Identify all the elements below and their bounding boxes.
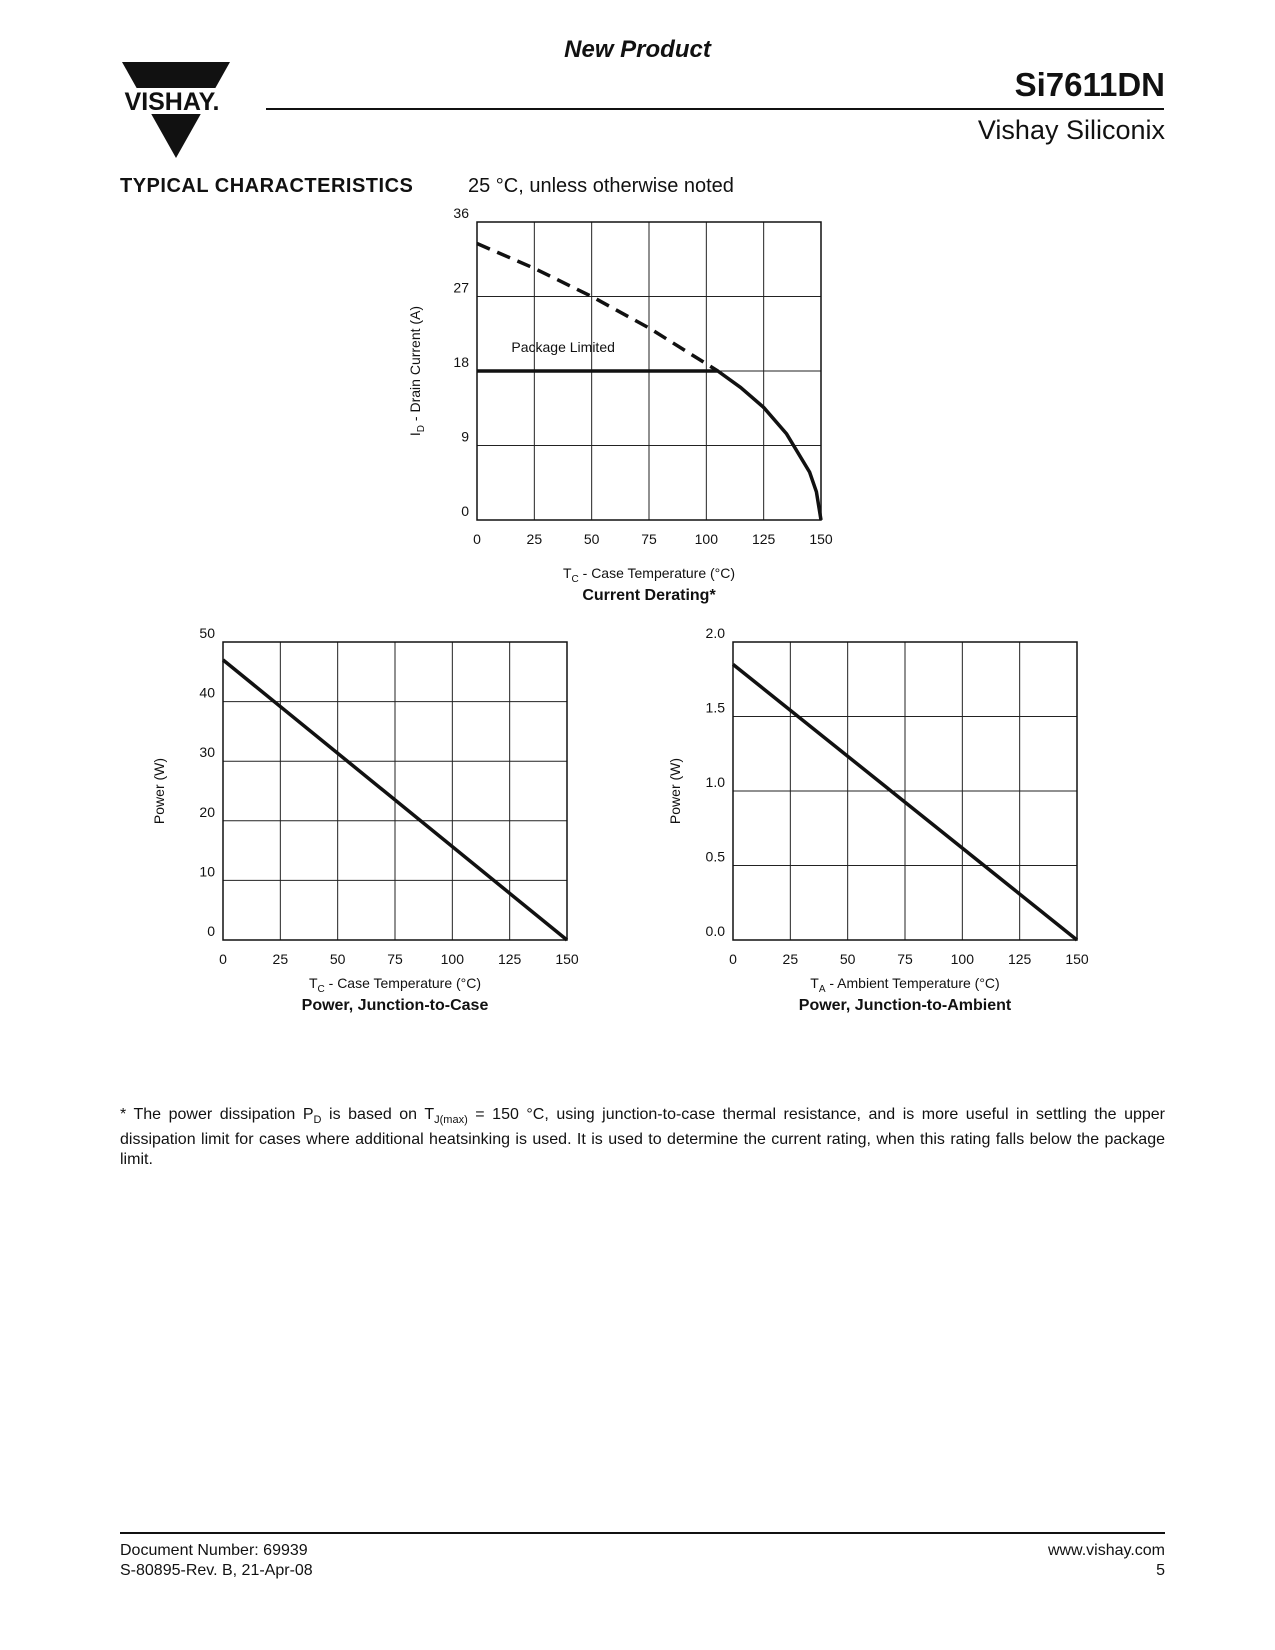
chart-title: Current Derating* xyxy=(582,587,716,604)
x-axis-label-sub: C xyxy=(317,984,325,995)
x-tick-label: 150 xyxy=(555,951,579,967)
x-tick-label: 75 xyxy=(897,951,913,967)
x-tick-label: 125 xyxy=(751,531,776,547)
x-tick-label: 100 xyxy=(950,951,975,967)
new-product-banner: New Product xyxy=(564,36,711,63)
x-axis-label-rest: - Case Temperature (°C) xyxy=(324,975,482,991)
x-tick-label: 50 xyxy=(329,951,346,967)
section-note: 25 °C, unless otherwise noted xyxy=(468,175,734,197)
x-tick-label: 50 xyxy=(583,531,600,547)
y-axis-label-sub: D xyxy=(416,424,427,433)
y-tick-label: 2.0 xyxy=(705,625,725,641)
y-tick-label: 36 xyxy=(453,205,469,221)
x-tick-label: 25 xyxy=(526,531,543,547)
y-tick-label: 50 xyxy=(199,625,215,641)
power-junction-to-case-chart xyxy=(128,625,638,1058)
power-junction-to-ambient-chart xyxy=(650,625,1180,1058)
x-tick-label: 25 xyxy=(272,951,289,967)
website: www.vishay.com xyxy=(1047,1542,1165,1559)
y-tick-label: 1.5 xyxy=(705,699,725,716)
x-axis-label xyxy=(810,975,999,995)
x-tick-label: 125 xyxy=(1007,951,1032,967)
x-axis-label-main: T xyxy=(810,975,819,991)
x-tick-label: 75 xyxy=(387,951,403,967)
x-tick-label: 50 xyxy=(839,951,856,967)
x-axis-label xyxy=(309,975,481,995)
y-tick-label: 0 xyxy=(461,503,469,519)
footnote-sub-1: D xyxy=(313,1114,322,1127)
x-axis-label xyxy=(563,565,735,585)
annotation-label: Package Limited xyxy=(511,338,615,355)
y-axis-label xyxy=(407,306,427,436)
footer-rule xyxy=(120,1532,1165,1534)
chart-title: Power, Junction-to-Ambient xyxy=(798,997,1012,1014)
section-title: TYPICAL CHARACTERISTICS xyxy=(120,175,414,197)
footnote-text-3: = 150 °C, using junction-to-case thermal resistance, and is more useful in settling the upper dissipation limit for cases where additional heatsinking is used. It is used to determine the current rating, when this rating falls below the package limit. xyxy=(120,1106,1165,1169)
y-tick-label: 30 xyxy=(199,744,215,761)
x-tick-label: 0 xyxy=(219,951,227,967)
x-tick-label: 150 xyxy=(809,531,833,547)
logo-wordmark: VISHAY. xyxy=(124,88,220,116)
x-axis-label-rest: - Case Temperature (°C) xyxy=(578,565,736,581)
y-tick-label: 0.5 xyxy=(705,848,725,865)
y-tick-label: 9 xyxy=(461,428,469,445)
company-name: Vishay Siliconix xyxy=(977,115,1165,145)
y-tick-label: 20 xyxy=(199,803,215,820)
y-tick-label: 18 xyxy=(453,354,469,370)
y-tick-label: 10 xyxy=(199,863,215,880)
part-number: Si7611DN xyxy=(1014,66,1165,103)
x-tick-label: 100 xyxy=(440,951,465,967)
x-tick-label: 25 xyxy=(782,951,799,967)
y-axis-label-main: I xyxy=(407,432,423,437)
y-axis-label: Power (W) xyxy=(151,757,167,825)
footnote-text-1: * The power dissipation P xyxy=(120,1106,314,1123)
x-tick-label: 125 xyxy=(497,951,522,967)
footnote xyxy=(120,1105,1165,1170)
header-rule xyxy=(266,108,1164,110)
x-tick-label: 0 xyxy=(473,531,481,547)
footnote-text-2: is based on T xyxy=(321,1106,435,1123)
y-axis-label-rest: - Drain Current (A) xyxy=(407,305,423,425)
x-axis-label-main: T xyxy=(308,975,318,991)
vishay-logo xyxy=(118,60,234,160)
y-tick-label: 40 xyxy=(199,684,215,701)
x-tick-label: 75 xyxy=(641,531,657,547)
y-tick-label: 0.0 xyxy=(705,923,725,939)
x-tick-label: 0 xyxy=(729,951,737,967)
y-tick-label: 1.0 xyxy=(705,774,725,790)
chart-title: Power, Junction-to-Case xyxy=(301,997,489,1014)
page-number: 5 xyxy=(1156,1562,1165,1579)
x-tick-label: 150 xyxy=(1065,951,1089,967)
revision: S-80895-Rev. B, 21-Apr-08 xyxy=(120,1562,313,1579)
y-axis-label: Power (W) xyxy=(667,757,683,825)
document-number: Document Number: 69939 xyxy=(120,1542,308,1559)
x-axis-label-sub: C xyxy=(571,574,579,585)
current-derating-chart xyxy=(392,205,882,630)
y-tick-label: 27 xyxy=(453,279,469,296)
footnote-sub-2: J(max) xyxy=(434,1114,468,1127)
x-axis-label-rest: - Ambient Temperature (°C) xyxy=(825,975,1000,991)
x-tick-label: 100 xyxy=(694,531,719,547)
x-axis-label-main: T xyxy=(562,565,572,581)
x-axis-label-sub: A xyxy=(818,984,826,995)
y-tick-label: 0 xyxy=(207,923,215,939)
